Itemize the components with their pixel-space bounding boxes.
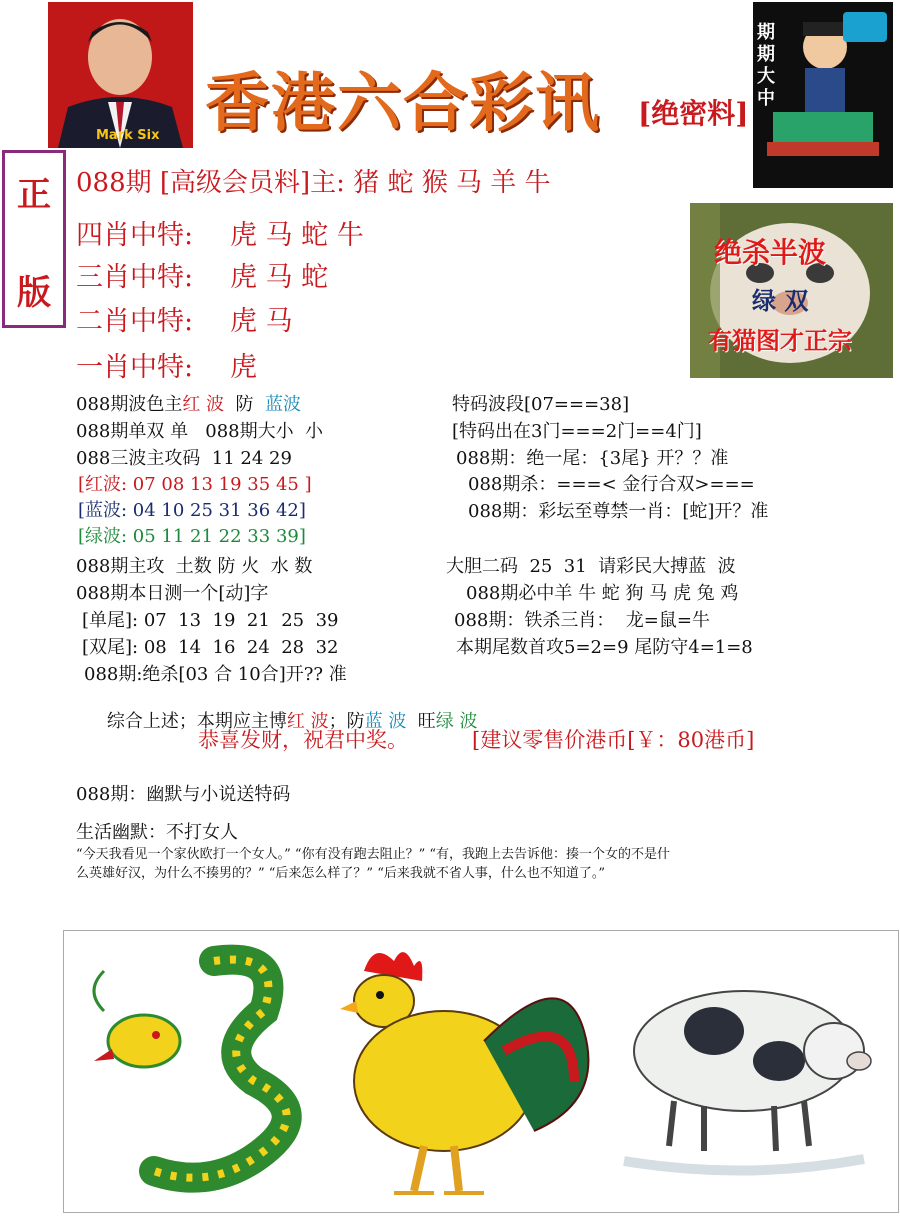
double-tail-line: [双尾]: 08 14 16 24 28 32	[82, 637, 339, 658]
bold-two-line: 大胆二码 25 31 请彩民大搏蓝 波	[446, 556, 736, 577]
cat-caption-1: 绝杀半波	[714, 236, 827, 269]
badge-char-ban: 版	[17, 273, 51, 313]
wave-color-line	[76, 390, 301, 416]
zodiac-illustration	[64, 931, 898, 1212]
summary-mid: ；防	[328, 711, 365, 732]
kill-element-line: 088期杀：===< 金行合双>===	[468, 474, 755, 495]
tail-kill-line: 088期：绝一尾：{3尾} 开？？准	[456, 448, 729, 469]
story-text-line-1: “今天我看见一个家伙欧打一个女人。” “你有没有跑去阻止？” “有，我跑上去告诉他：揍一个女的不是什	[76, 847, 670, 862]
three-wave-line: 088三波主攻码 11 24 29	[76, 448, 292, 469]
pick-label: 四肖中特:	[76, 220, 194, 251]
green-wave-numbers: [绿波: 05 11 21 22 33 39]	[78, 526, 306, 547]
wave-red: 红 波	[182, 394, 225, 415]
forbid-line: 088期：彩坛至尊禁一肖：[蛇]开？准	[468, 501, 769, 522]
tail-attack-line: 本期尾数首攻5=2=9 尾防守4=1=8	[456, 637, 753, 658]
mark-six-logo: Mark Six	[96, 128, 160, 143]
story-text-line-2: 么英雄好汉，为什么不揍男的？” “后来怎么样了？” “后来我就不省人事，什么也不知道了。”	[76, 866, 605, 881]
pick-value: 虎 马	[230, 306, 293, 337]
measure-line: 088期本日测一个[动]字	[76, 583, 269, 604]
blue-wave-numbers: [蓝波: 04 10 25 31 36 42]	[78, 500, 306, 521]
cartoon-image	[753, 2, 893, 188]
red-wave-numbers: [红波: 07 08 13 19 35 45 ]	[78, 474, 312, 495]
kill-line: 088期:绝杀[03 合 10合]开?? 准	[84, 664, 347, 685]
dragon-icon	[94, 960, 287, 1178]
special-range-line: 特码波段[07===38]	[452, 394, 630, 415]
pick-label: 二肖中特:	[76, 306, 194, 337]
pig-icon	[624, 991, 871, 1171]
summary-blue: 蓝 波	[364, 711, 407, 732]
page-title: 香港六合彩讯	[205, 66, 601, 141]
pick-value: 虎 马 蛇 牛	[230, 220, 364, 251]
summary-prefix: 综合上述；本期应主博	[106, 711, 287, 732]
zodiac-animals-panel	[63, 930, 899, 1213]
must-hit-line: 088期必中羊 牛 蛇 狗 马 虎 兔 鸡	[466, 583, 739, 604]
cartoon-caption: 期期大中	[757, 22, 775, 109]
pick-label: 一肖中特:	[76, 352, 194, 383]
wave-blue: 蓝波	[264, 394, 301, 415]
rooster-icon	[340, 952, 588, 1193]
pick-value: 虎	[230, 352, 257, 383]
summary-mid2: 旺	[406, 711, 436, 732]
authentic-badge	[2, 150, 66, 328]
price-text: [建议零售价港币[￥：80港币]	[472, 728, 755, 752]
summary-green: 绿 波	[435, 711, 478, 732]
single-tail-line: [单尾]: 07 13 19 21 25 39	[82, 610, 339, 631]
wave-prefix: 088期波色主	[76, 394, 183, 415]
cat-caption-3: 有猫图才正宗	[708, 326, 852, 355]
single-double-line: 088期单双 单 088期大小 小	[76, 421, 324, 442]
cat-image	[690, 203, 893, 378]
story-subheading: 生活幽默：不打女人	[76, 822, 238, 843]
special-door-line: [特码出在3门===2门==4门]	[452, 421, 702, 442]
badge-char-zheng: 正	[17, 175, 51, 215]
pick-label: 三肖中特:	[76, 262, 194, 293]
iron-kill-line: 088期：铁杀三肖： 龙=鼠=牛	[454, 610, 710, 631]
cat-caption-2: 绿 双	[752, 286, 809, 315]
summary-red: 红 波	[286, 711, 329, 732]
main-attack-line: 088期主攻 土数 防 火 水 数	[76, 556, 313, 577]
congrats-text: 恭喜发财，祝君中奖。	[198, 728, 408, 752]
wave-mid: 防	[224, 394, 265, 415]
page-subtitle: [绝密料]	[638, 97, 749, 130]
host-portrait-icon	[48, 2, 193, 148]
pick-value: 虎 马 蛇	[230, 262, 329, 293]
issue-headline: 088期 [高级会员料]主: 猪 蛇 猴 马 羊 牛	[76, 168, 551, 198]
host-photo	[48, 2, 193, 148]
story-heading: 088期：幽默与小说送特码	[76, 784, 291, 805]
